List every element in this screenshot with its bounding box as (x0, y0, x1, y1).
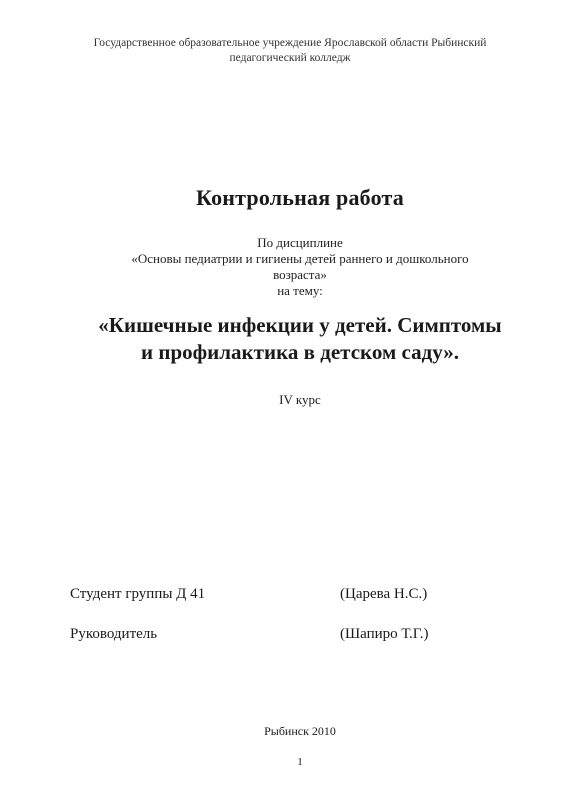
course-label: IV курс (279, 392, 321, 407)
subject-line-4: на тему: (277, 283, 323, 298)
student-label: Студент группы Д 41 (70, 586, 206, 602)
subject-line-2: «Основы педиатрии и гигиены детей раннего и дошкольного (131, 251, 469, 266)
supervisor-label: Руководитель (70, 626, 158, 642)
subject-block (40, 235, 560, 299)
subject-line-1: По дисциплине (257, 235, 343, 250)
institution-line-2: педагогический колледж (229, 52, 351, 64)
topic-heading (20, 312, 564, 366)
student-name: (Царева Н.С.) (340, 586, 428, 602)
institution-line-1: Государственное образовательное учреждение Ярославской области Рыбинский (93, 37, 487, 49)
page-number: 1 (297, 756, 303, 768)
institution-header (40, 36, 540, 66)
topic-line-2: и профилактика в детском саду». (141, 340, 459, 364)
city-year: Рыбинск 2010 (264, 724, 336, 738)
supervisor-name: (Шапиро Т.Г.) (340, 626, 429, 642)
subject-line-3: возраста» (273, 267, 327, 282)
topic-line-1: «Кишечные инфекции у детей. Симптомы (98, 313, 502, 337)
document-title: Контрольная работа (196, 185, 404, 210)
